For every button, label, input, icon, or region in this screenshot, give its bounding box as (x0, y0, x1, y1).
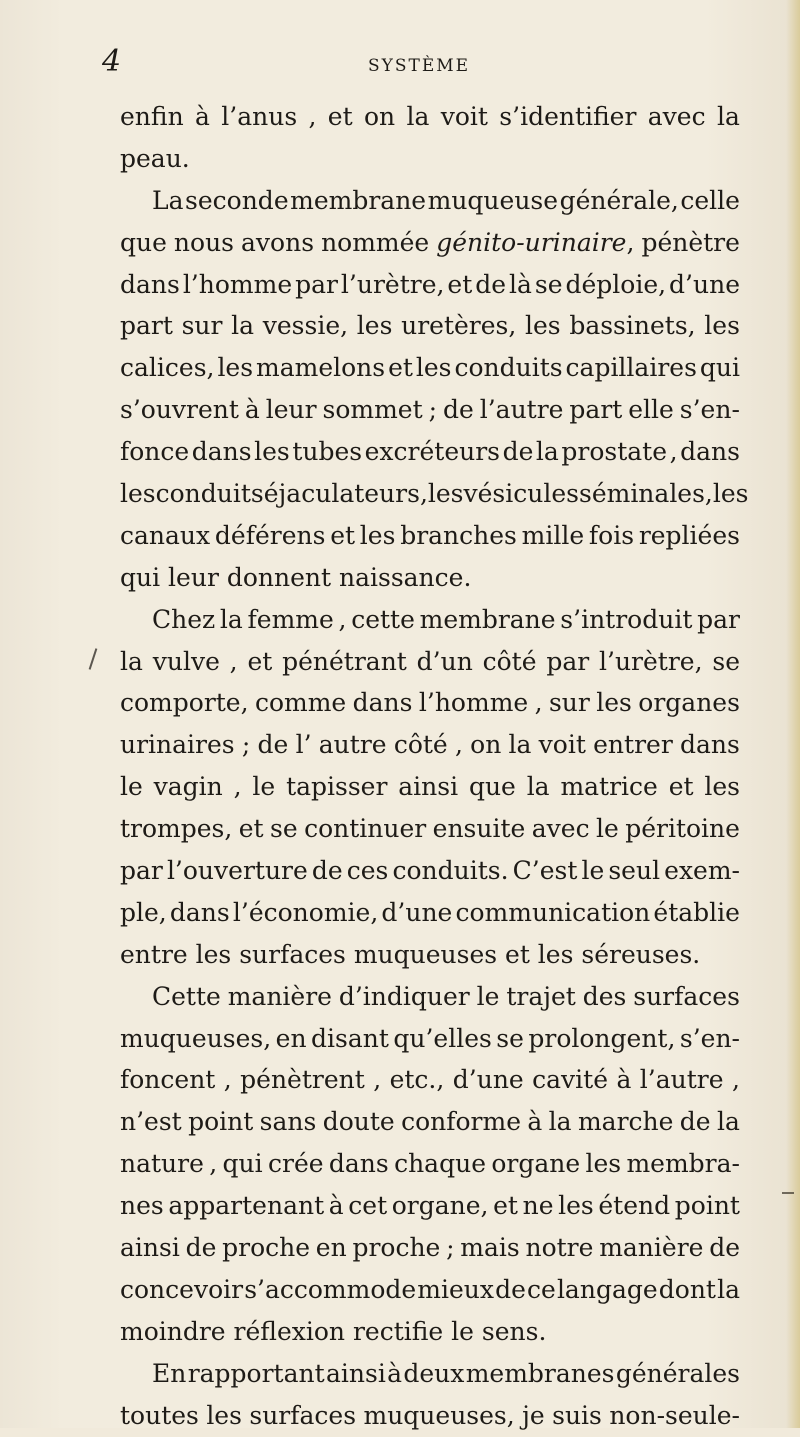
text-line: s’ouvrent à leur sommet ; de l’autre part elle s’en- (120, 395, 740, 425)
text-line: part sur la vessie, les uretères, les bassinets, les (120, 311, 740, 341)
text-line: peau. (120, 143, 190, 173)
text-line: la vulve , et pénétrant d’un côté par l’urètre, se (120, 646, 740, 676)
text-line: nes appartenant à cet organe, et ne les étend point (120, 1191, 740, 1221)
page-edge-shadow (786, 0, 800, 1428)
text-line: concevoir s’accommode mieux de ce langage dont la (120, 1274, 740, 1304)
text-line: par l’ouverture de ces conduits. C’est le seul exem- (120, 856, 740, 886)
text-line: muqueuses, en disant qu’elles se prolongent, s’en- (120, 1023, 740, 1053)
text-line: Cette manière d’indiquer le trajet des surfaces (152, 981, 740, 1011)
text-line: Chez la femme , cette membrane s’introduit par (152, 604, 740, 634)
body-text (120, 96, 749, 1437)
page-number: 4 (102, 44, 122, 79)
running-title: SYSTÈME (368, 56, 471, 76)
text-line: ple, dans l’économie, d’une communication établie (120, 897, 740, 927)
text-line: dans l’homme par l’urètre, et de là se déploie, d’une (120, 269, 740, 299)
page-header (88, 40, 748, 84)
text-line: que nous avons nommée génito-urinaire, pénètre (120, 227, 740, 257)
text-line: le vagin , le tapisser ainsi que la matrice et les (120, 772, 740, 802)
text-line: enfin à l’anus , et on la voit s’identifier avec la (120, 102, 740, 131)
text-line: entre les surfaces muqueuses et les séreuses. (120, 939, 701, 969)
text-line: urinaires ; de l’ autre côté , on la voit entrer dans (120, 730, 740, 760)
text-line: canaux déférens et les branches mille fois repliées (120, 520, 740, 550)
text-line: nature , qui crée dans chaque organe les membra- (120, 1149, 740, 1179)
text-line: qui leur donnent naissance. (120, 562, 472, 592)
text-line: En rapportant ainsi à deux membranes générales (152, 1358, 740, 1388)
text-line: trompes, et se continuer ensuite avec le péritoine (120, 814, 740, 844)
margin-dash-mark (782, 1192, 794, 1194)
text-line: comporte, comme dans l’homme , sur les organes (120, 688, 740, 718)
text-line: n’est point sans doute conforme à la marche de la (120, 1107, 740, 1137)
text-line: fonce dans les tubes excréteurs de la prostate , dans (120, 437, 740, 467)
text-line: ainsi de proche en proche ; mais notre manière de (120, 1233, 740, 1263)
text-line: toutes les surfaces muqueuses, je suis non-seule- (120, 1400, 740, 1430)
text-line: foncent , pénètrent , etc., d’une cavité à l’autre , (120, 1065, 740, 1095)
text-line: calices, les mamelons et les conduits capillaires qui (120, 353, 740, 383)
margin-pencil-mark (89, 648, 98, 670)
text-line: les conduits éjaculateurs, les vésicules séminales, les (120, 479, 749, 509)
text-line: moindre réflexion rectifie le sens. (120, 1316, 547, 1346)
text-line: La seconde membrane muqueuse générale, celle (152, 185, 740, 215)
